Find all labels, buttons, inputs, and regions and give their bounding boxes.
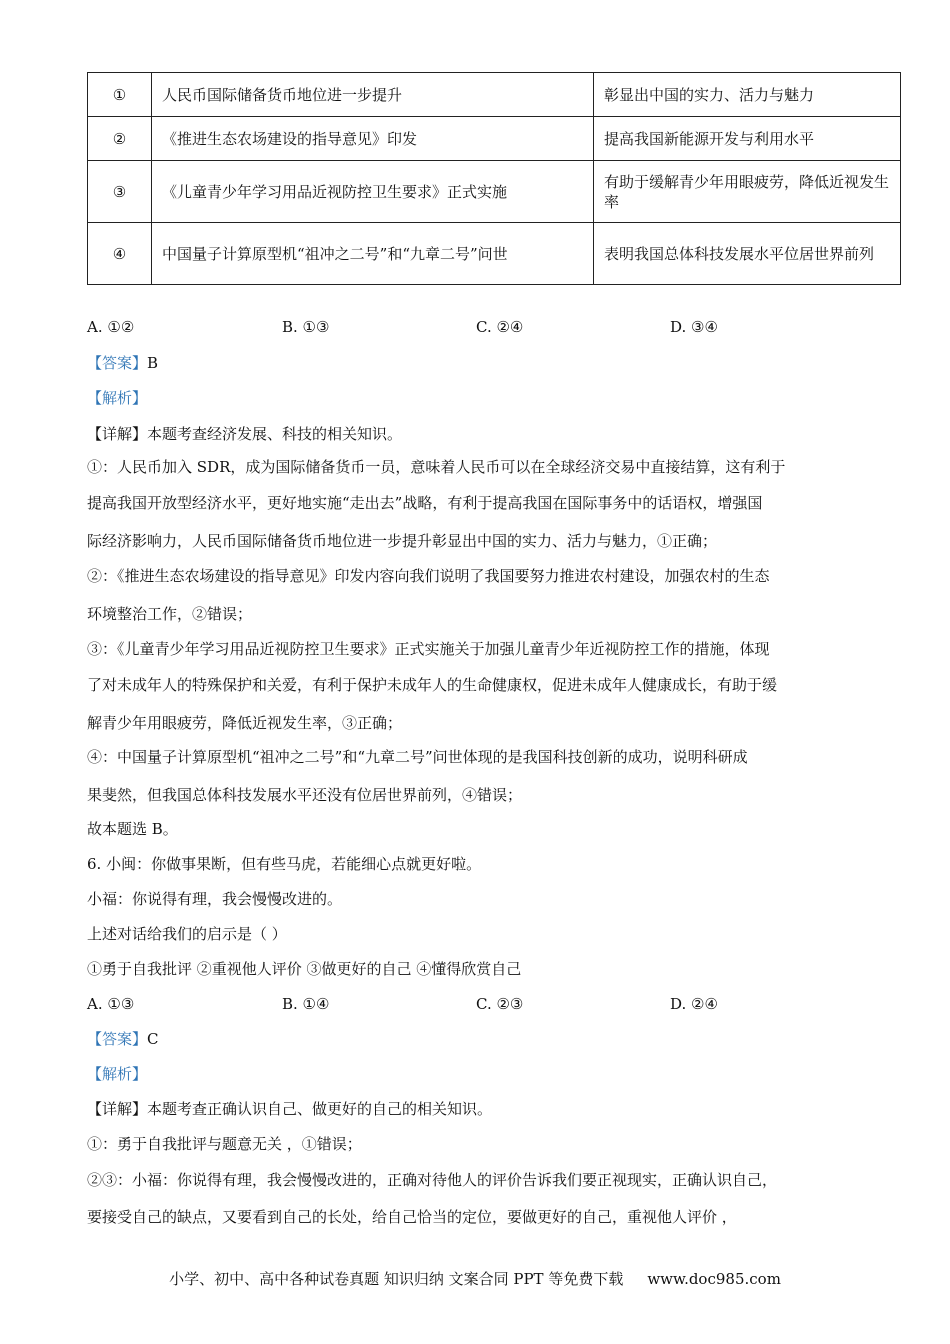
- row-number: ①: [88, 73, 152, 117]
- answer-line: [87, 352, 158, 374]
- row-number: ③: [88, 161, 152, 223]
- explanation-line: 了对未成年人的特殊保护和关爱，有利于保护未成年人的生命健康权，促进未成年人健康成长，有助于缓: [87, 676, 778, 694]
- choice-c: C. ②③: [476, 995, 524, 1013]
- answer-value: C: [147, 1030, 159, 1048]
- answer-tag: 【答案】: [87, 1030, 148, 1048]
- explanation-line: 提高我国开放型经济水平，更好地实施“走出去”战略，有利于提高我国在国际事务中的话语权，增强国: [87, 494, 763, 512]
- meaning-cell: 提高我国新能源开发与利用水平: [594, 117, 901, 161]
- choice-b: B. ①④: [282, 995, 330, 1013]
- row-number: ④: [88, 223, 152, 285]
- choice-b: B. ①③: [282, 318, 330, 336]
- conclusion-line: 故本题选 B。: [87, 820, 178, 838]
- detail-line: [87, 1098, 492, 1120]
- choice-d: D. ③④: [670, 318, 718, 336]
- event-cell: 《儿童青少年学习用品近视防控卫生要求》正式实施: [152, 161, 594, 223]
- explanation-line: ②：《推进生态农场建设的指导意见》印发内容向我们说明了我国要努力推进农村建设，加强农村的生态: [87, 567, 770, 585]
- footer-url[interactable]: www.doc985.com: [647, 1270, 781, 1288]
- explanation-line: 环境整治工作，②错误；: [87, 605, 253, 623]
- choice-a: A. ①③: [87, 995, 135, 1013]
- explanation-line: ②③：小福：你说得有理，我会慢慢改进的，正确对待他人的评价告诉我们要正视现实，正确认识自己，: [87, 1171, 778, 1189]
- meaning-cell: 有助于缓解青少年用眼疲劳，降低近视发生率: [594, 161, 901, 223]
- table-row: [88, 161, 901, 223]
- detail-text: 本题考查正确认识自己、做更好的自己的相关知识。: [147, 1100, 493, 1118]
- analysis-tag: 【解析】: [87, 389, 148, 407]
- question-prompt: 上述对话给我们的启示是（ ）: [87, 925, 287, 943]
- table-row: [88, 73, 901, 117]
- choice-a: A. ①②: [87, 318, 135, 336]
- answer-tag: 【答案】: [87, 354, 148, 372]
- explanation-line: 果斐然，但我国总体科技发展水平还没有位居世界前列，④错误；: [87, 786, 523, 804]
- explanation-line: 际经济影响力，人民币国际储备货币地位进一步提升彰显出中国的实力、活力与魅力，①正确；: [87, 532, 718, 550]
- event-cell: 中国量子计算原型机“祖冲之二号”和“九章二号”问世: [152, 223, 594, 285]
- page-footer: [0, 1268, 950, 1289]
- table-row: [88, 117, 901, 161]
- meaning-cell: 彰显出中国的实力、活力与魅力: [594, 73, 901, 117]
- question-options: ①勇于自我批评 ②重视他人评价 ③做更好的自己 ④懂得欣赏自己: [87, 960, 522, 978]
- detail-tag: 【详解】: [87, 1100, 148, 1118]
- question-stem: 小福：你说得有理，我会慢慢改进的。: [87, 890, 343, 908]
- explanation-line: 要接受自己的缺点，又要看到自己的长处，给自己恰当的定位，要做更好的自己，重视他人评价 ，: [87, 1208, 737, 1226]
- table-row: [88, 223, 901, 285]
- row-number: ②: [88, 117, 152, 161]
- answer-line: [87, 1028, 159, 1050]
- detail-line: [87, 423, 402, 445]
- event-cell: 人民币国际储备货币地位进一步提升: [152, 73, 594, 117]
- explanation-line: ①：人民币加入 SDR，成为国际储备货币一员，意味着人民币可以在全球经济交易中直接结算，这有利于: [87, 458, 786, 476]
- detail-tag: 【详解】: [87, 425, 148, 443]
- options-table: [87, 72, 901, 285]
- meaning-cell: 表明我国总体科技发展水平位居世界前列: [594, 223, 901, 285]
- analysis-tag: 【解析】: [87, 1065, 148, 1083]
- explanation-line: ④：中国量子计算原型机“祖冲之二号”和“九章二号”问世体现的是我国科技创新的成功，说明科研成: [87, 748, 748, 766]
- explanation-line: ①：勇于自我批评与题意无关 ，①错误；: [87, 1135, 362, 1153]
- choice-c: C. ②④: [476, 318, 524, 336]
- explanation-line: 解青少年用眼疲劳，降低近视发生率，③正确；: [87, 714, 403, 732]
- answer-value: B: [147, 354, 159, 372]
- detail-text: 本题考查经济发展、科技的相关知识。: [147, 425, 403, 443]
- footer-text: 小学、初中、高中各种试卷真题 知识归纳 文案合同 PPT 等免费下载: [169, 1270, 624, 1288]
- choice-d: D. ②④: [670, 995, 718, 1013]
- event-cell: 《推进生态农场建设的指导意见》印发: [152, 117, 594, 161]
- explanation-line: ③：《儿童青少年学习用品近视防控卫生要求》正式实施关于加强儿童青少年近视防控工作的措施，体现: [87, 640, 770, 658]
- question-stem: 6. 小闽：你做事果断，但有些马虎，若能细心点就更好啦。: [87, 855, 482, 873]
